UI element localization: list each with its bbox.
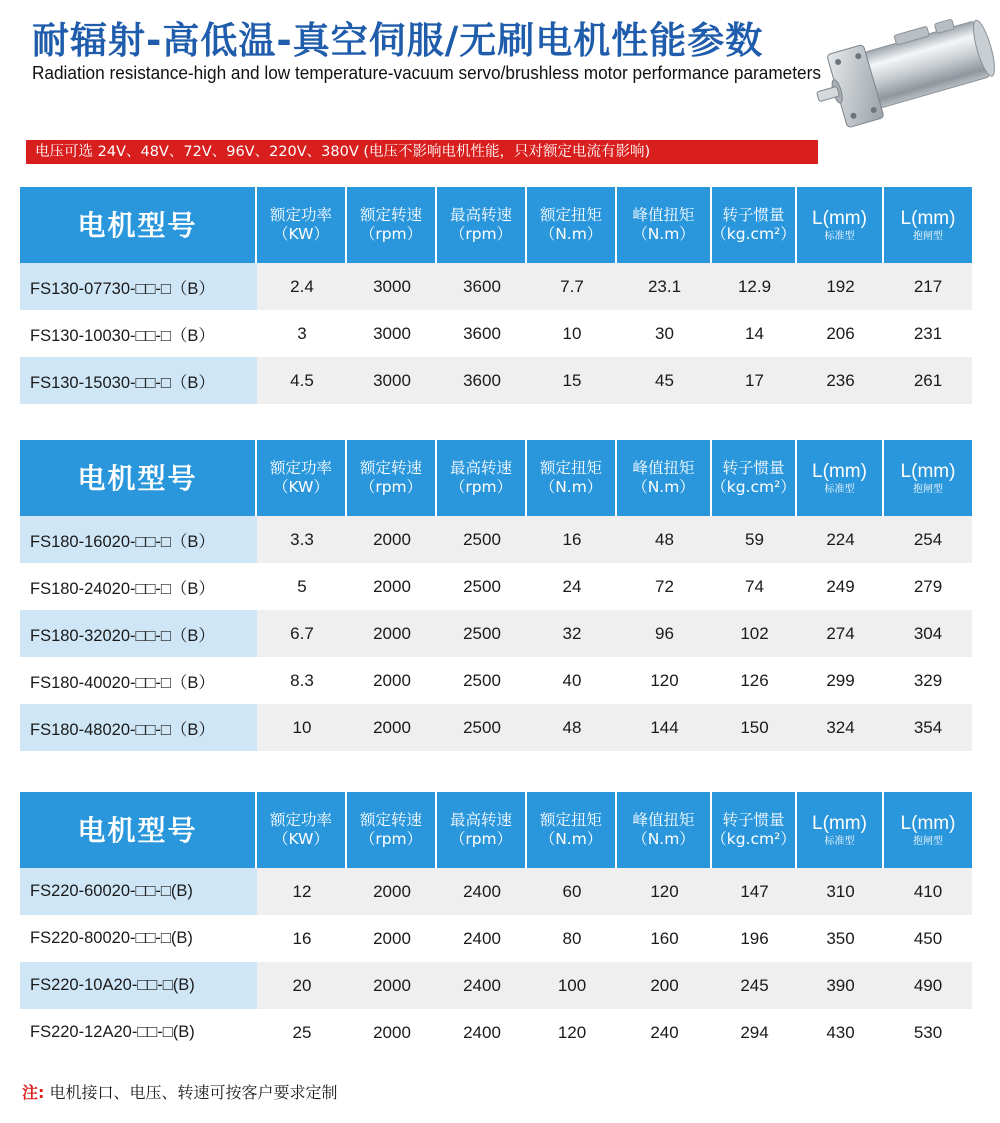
value-cell: 45	[617, 357, 712, 404]
header-col-unit: （N.m）	[539, 478, 603, 496]
header-col	[437, 440, 527, 516]
value-cell: 2.4	[257, 263, 347, 310]
value-cell: 2000	[347, 657, 437, 704]
header-len-brake	[884, 792, 972, 868]
value-cell: 350	[797, 915, 884, 962]
value-cell: 490	[884, 962, 972, 1009]
header-length-label: L(mm)	[812, 460, 867, 482]
footnote-text: 电机接口、电压、转速可按客户要求定制	[44, 1083, 338, 1102]
value-cell: 120	[527, 1009, 617, 1056]
value-cell: 16	[527, 516, 617, 563]
value-cell: 304	[884, 610, 972, 657]
value-cell: 14	[712, 310, 797, 357]
value-cell: 279	[884, 563, 972, 610]
header-col	[527, 187, 617, 263]
value-cell: 7.7	[527, 263, 617, 310]
header-length-type: 标准型	[824, 835, 855, 847]
value-cell: 8.3	[257, 657, 347, 704]
value-cell: 224	[797, 516, 884, 563]
header-length-label: L(mm)	[900, 812, 956, 834]
table-header	[20, 792, 972, 868]
table-row	[20, 1009, 972, 1056]
value-cell: 3000	[347, 310, 437, 357]
value-cell: 20	[257, 962, 347, 1009]
header-len-std	[797, 792, 884, 868]
header-col-name: 转子惯量	[722, 206, 785, 224]
header-col-name: 额定功率	[269, 206, 332, 224]
header-col	[347, 440, 437, 516]
motor-product-image	[815, 12, 995, 137]
value-cell: 2400	[437, 868, 527, 915]
model-cell: FS180-24020-□□-□（B）	[20, 563, 257, 610]
header-col-name: 额定扭矩	[539, 206, 602, 224]
value-cell: 3600	[437, 263, 527, 310]
model-cell: FS130-10030-□□-□（B）	[20, 310, 257, 357]
value-cell: 3000	[347, 357, 437, 404]
value-cell: 245	[712, 962, 797, 1009]
table-row	[20, 915, 972, 962]
header-col-name: 额定转速	[359, 459, 422, 477]
value-cell: 16	[257, 915, 347, 962]
page-title: 耐辐射-高低温-真空伺服/无刷电机性能参数	[32, 19, 764, 62]
header-col-name: 峰值扭矩	[632, 459, 695, 477]
header-model: 电机型号	[20, 187, 257, 263]
value-cell: 3600	[437, 357, 527, 404]
value-cell: 23.1	[617, 263, 712, 310]
value-cell: 2000	[347, 868, 437, 915]
table-row	[20, 357, 972, 404]
header-col-unit: （rpm）	[359, 830, 423, 848]
value-cell: 2500	[437, 657, 527, 704]
value-cell: 24	[527, 563, 617, 610]
value-cell: 102	[712, 610, 797, 657]
value-cell: 200	[617, 962, 712, 1009]
header-col-unit: （kg.cm²）	[711, 830, 796, 848]
table-row	[20, 962, 972, 1009]
value-cell: 2000	[347, 1009, 437, 1056]
header-col	[617, 187, 712, 263]
table-header	[20, 187, 972, 263]
header-col-name: 最高转速	[449, 206, 512, 224]
value-cell: 430	[797, 1009, 884, 1056]
value-cell: 144	[617, 704, 712, 751]
header-len-brake	[884, 187, 972, 263]
value-cell: 17	[712, 357, 797, 404]
header-col	[257, 792, 347, 868]
value-cell: 231	[884, 310, 972, 357]
header-col-unit: （rpm）	[359, 478, 423, 496]
value-cell: 3000	[347, 263, 437, 310]
footnote-label: 注:	[22, 1083, 45, 1102]
value-cell: 324	[797, 704, 884, 751]
header-col-unit: （N.m）	[539, 830, 603, 848]
model-cell: FS130-15030-□□-□（B）	[20, 357, 257, 404]
table-row	[20, 704, 972, 751]
header-col-unit: （rpm）	[449, 830, 513, 848]
value-cell: 3	[257, 310, 347, 357]
value-cell: 126	[712, 657, 797, 704]
header-col-unit: （N.m）	[632, 225, 695, 243]
value-cell: 12	[257, 868, 347, 915]
header-col-name: 峰值扭矩	[632, 206, 695, 224]
value-cell: 80	[527, 915, 617, 962]
header-model: 电机型号	[20, 440, 257, 516]
header-length-type: 抱闸型	[913, 835, 943, 847]
table-row	[20, 610, 972, 657]
model-cell: FS180-40020-□□-□（B）	[20, 657, 257, 704]
table-row	[20, 263, 972, 310]
value-cell: 249	[797, 563, 884, 610]
table-row	[20, 563, 972, 610]
value-cell: 2000	[347, 563, 437, 610]
header-col-unit: （KW）	[273, 830, 329, 848]
header-col	[437, 792, 527, 868]
value-cell: 10	[257, 704, 347, 751]
value-cell: 5	[257, 563, 347, 610]
header-col-name: 转子惯量	[722, 459, 785, 477]
value-cell: 120	[617, 657, 712, 704]
value-cell: 60	[527, 868, 617, 915]
header-col	[347, 792, 437, 868]
header-col-unit: （kg.cm²）	[711, 478, 796, 496]
header-col-unit: （kg.cm²）	[711, 225, 796, 243]
header-col	[527, 440, 617, 516]
header-col	[527, 792, 617, 868]
value-cell: 15	[527, 357, 617, 404]
header-col-name: 额定功率	[269, 459, 332, 477]
value-cell: 217	[884, 263, 972, 310]
header-col-name: 额定扭矩	[539, 811, 602, 829]
value-cell: 100	[527, 962, 617, 1009]
value-cell: 410	[884, 868, 972, 915]
value-cell: 310	[797, 868, 884, 915]
value-cell: 48	[527, 704, 617, 751]
model-cell: FS220-12A20-□□-□(B)	[20, 1009, 257, 1056]
header-col	[347, 187, 437, 263]
value-cell: 236	[797, 357, 884, 404]
page-subtitle: Radiation resistance-high and low temperature-vacuum servo/brushless motor performance parameters	[32, 62, 821, 83]
header-col-unit: （N.m）	[539, 225, 603, 243]
table-row	[20, 516, 972, 563]
header-len-std	[797, 440, 884, 516]
value-cell: 59	[712, 516, 797, 563]
value-cell: 147	[712, 868, 797, 915]
header-col-unit: （N.m）	[632, 478, 695, 496]
value-cell: 294	[712, 1009, 797, 1056]
value-cell: 2400	[437, 962, 527, 1009]
value-cell: 354	[884, 704, 972, 751]
spec-table-fs130	[20, 187, 972, 404]
header-col-name: 额定转速	[359, 811, 422, 829]
header-col	[257, 187, 347, 263]
spec-table-fs220	[20, 792, 972, 1056]
header-length-label: L(mm)	[900, 460, 956, 482]
value-cell: 2400	[437, 1009, 527, 1056]
header-col-name: 额定扭矩	[539, 459, 602, 477]
header-col-name: 最高转速	[449, 811, 512, 829]
header-col	[617, 792, 712, 868]
header-col-name: 额定功率	[269, 811, 332, 829]
value-cell: 192	[797, 263, 884, 310]
value-cell: 96	[617, 610, 712, 657]
model-cell: FS180-48020-□□-□（B）	[20, 704, 257, 751]
header-model: 电机型号	[20, 792, 257, 868]
value-cell: 160	[617, 915, 712, 962]
value-cell: 2000	[347, 610, 437, 657]
value-cell: 10	[527, 310, 617, 357]
value-cell: 2500	[437, 563, 527, 610]
value-cell: 48	[617, 516, 712, 563]
header-length-type: 抱闸型	[913, 230, 943, 242]
value-cell: 329	[884, 657, 972, 704]
table-row	[20, 310, 972, 357]
table-header	[20, 440, 972, 516]
value-cell: 2000	[347, 915, 437, 962]
header-col	[617, 440, 712, 516]
table-row	[20, 657, 972, 704]
value-cell: 4.5	[257, 357, 347, 404]
value-cell: 25	[257, 1009, 347, 1056]
value-cell: 274	[797, 610, 884, 657]
header-len-std	[797, 187, 884, 263]
model-cell: FS130-07730-□□-□（B）	[20, 263, 257, 310]
model-cell: FS220-10A20-□□-□(B)	[20, 962, 257, 1009]
header-col	[712, 440, 797, 516]
header-col-unit: （KW）	[273, 225, 329, 243]
header-length-label: L(mm)	[812, 812, 867, 834]
header-col-unit: （KW）	[273, 478, 329, 496]
value-cell: 2000	[347, 704, 437, 751]
value-cell: 2400	[437, 915, 527, 962]
value-cell: 40	[527, 657, 617, 704]
header-col	[437, 187, 527, 263]
header-col	[712, 792, 797, 868]
value-cell: 3600	[437, 310, 527, 357]
value-cell: 261	[884, 357, 972, 404]
footnote	[22, 1080, 338, 1103]
model-cell: FS220-60020-□□-□(B)	[20, 868, 257, 915]
header-col-name: 最高转速	[449, 459, 512, 477]
value-cell: 530	[884, 1009, 972, 1056]
value-cell: 12.9	[712, 263, 797, 310]
value-cell: 240	[617, 1009, 712, 1056]
header-col-unit: （rpm）	[449, 478, 513, 496]
header-col-name: 额定转速	[359, 206, 422, 224]
value-cell: 450	[884, 915, 972, 962]
header-col	[712, 187, 797, 263]
value-cell: 390	[797, 962, 884, 1009]
model-cell: FS220-80020-□□-□(B)	[20, 915, 257, 962]
model-cell: FS180-32020-□□-□（B）	[20, 610, 257, 657]
value-cell: 32	[527, 610, 617, 657]
value-cell: 2000	[347, 962, 437, 1009]
value-cell: 74	[712, 563, 797, 610]
value-cell: 2500	[437, 516, 527, 563]
table-row	[20, 868, 972, 915]
header-length-label: L(mm)	[812, 207, 867, 229]
value-cell: 299	[797, 657, 884, 704]
value-cell: 72	[617, 563, 712, 610]
header-col-unit: （N.m）	[632, 830, 695, 848]
header-length-type: 标准型	[824, 483, 855, 495]
value-cell: 30	[617, 310, 712, 357]
header-col-unit: （rpm）	[449, 225, 513, 243]
value-cell: 2000	[347, 516, 437, 563]
header-col-name: 峰值扭矩	[632, 811, 695, 829]
value-cell: 2500	[437, 610, 527, 657]
spec-table-fs180	[20, 440, 972, 751]
header-length-type: 抱闸型	[913, 483, 943, 495]
value-cell: 150	[712, 704, 797, 751]
header-col	[257, 440, 347, 516]
header-len-brake	[884, 440, 972, 516]
value-cell: 3.3	[257, 516, 347, 563]
voltage-options-banner: 电压可选 24V、48V、72V、96V、220V、380V (电压不影响电机性能，只对额定电流有影响)	[26, 140, 818, 164]
header-length-type: 标准型	[824, 230, 855, 242]
model-cell: FS180-16020-□□-□（B）	[20, 516, 257, 563]
value-cell: 196	[712, 915, 797, 962]
value-cell: 206	[797, 310, 884, 357]
value-cell: 2500	[437, 704, 527, 751]
value-cell: 120	[617, 868, 712, 915]
header-col-unit: （rpm）	[359, 225, 423, 243]
header-col-name: 转子惯量	[722, 811, 785, 829]
value-cell: 254	[884, 516, 972, 563]
value-cell: 6.7	[257, 610, 347, 657]
header-length-label: L(mm)	[900, 207, 956, 229]
